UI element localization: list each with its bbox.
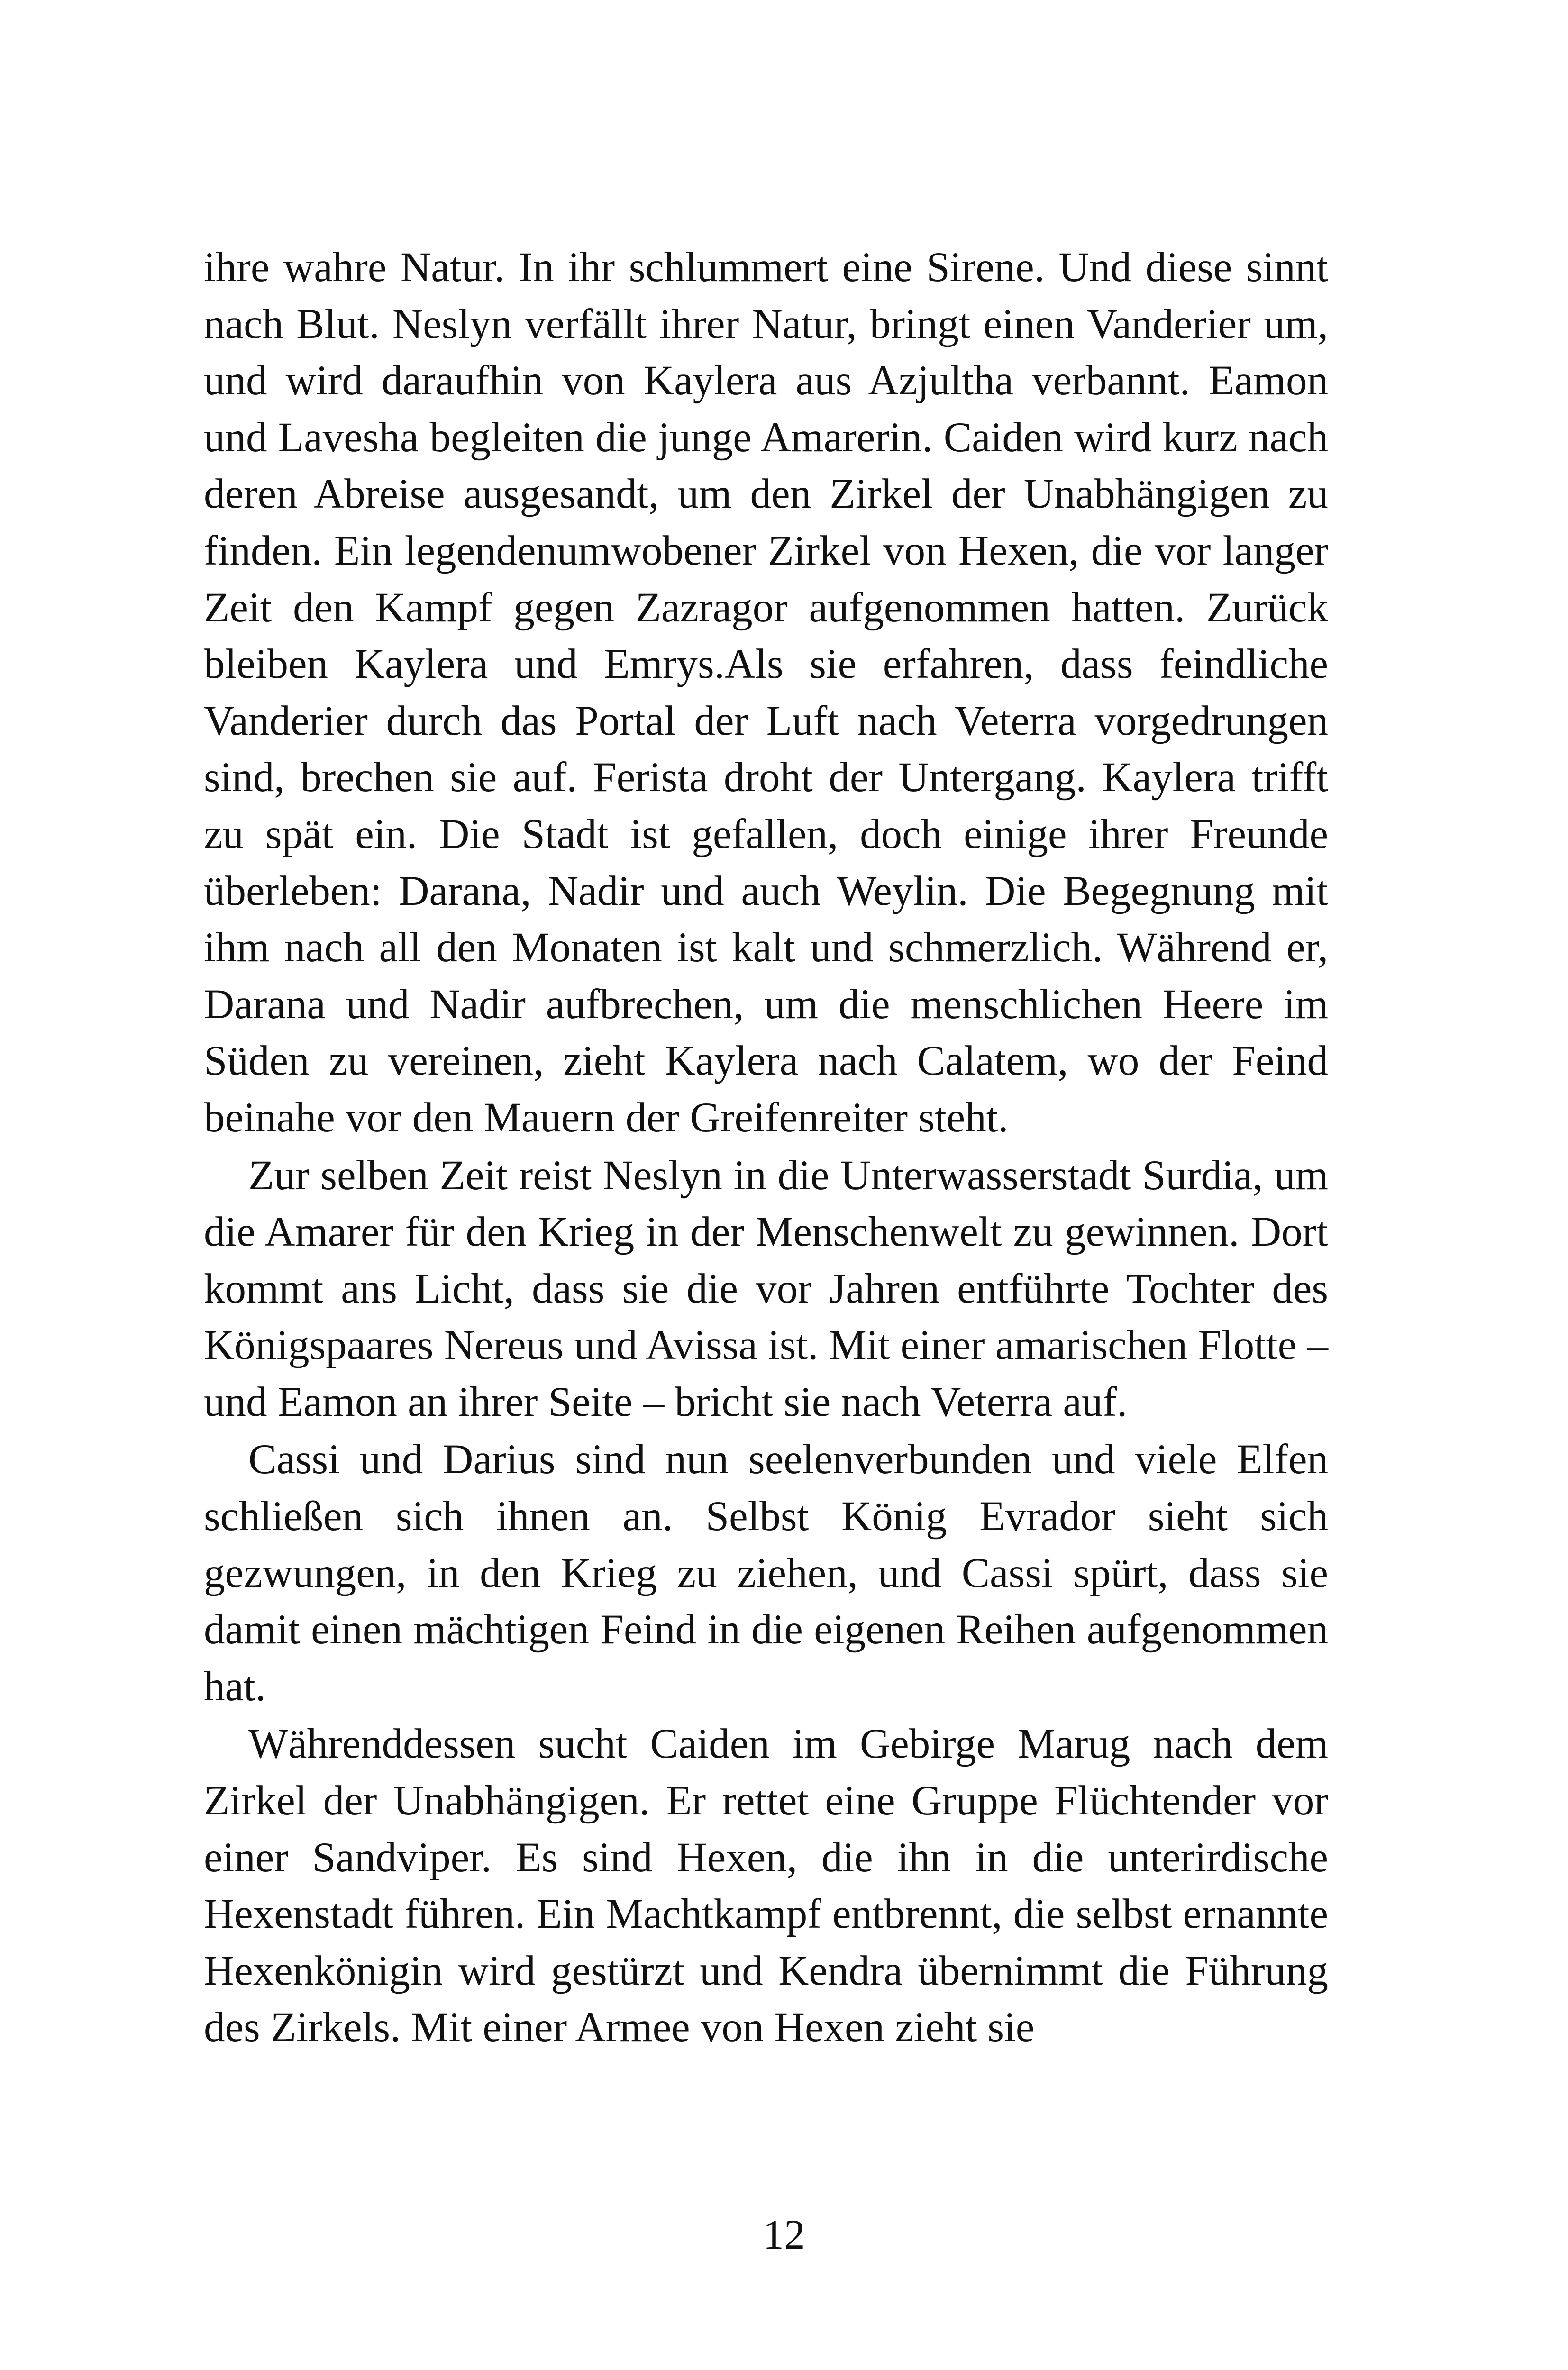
paragraph-4: Währenddessen sucht Caiden im Gebirge Marug nach dem Zirkel der Unabhängigen. Er rettet eine Gruppe Flüchtender vor einer Sandviper. Es sind Hexen, die ihn in die unterirdische Hexenstadt führen. Ein Machtkampf entbrennt, die selbst ernannte Hexenkönigin wird gestürzt und Kendra übernimmt die Führung des Zirkels. Mit einer Armee von Hexen zieht sie xyxy=(204,1721,1328,2051)
body-text xyxy=(204,239,1328,2056)
paragraph-3: Cassi und Darius sind nun seelenverbunden und viele Elfen schließen sich ihnen an. Selbst König Evrador sieht sich gezwungen, in den Krieg zu ziehen, und Cassi spürt, dass sie damit einen mächtigen Feind in die eigenen Reihen aufgenommen hat. xyxy=(204,1436,1328,1710)
paragraph-1: ihre wahre Natur. In ihr schlummert eine Sirene. Und diese sinnt nach Blut. Neslyn verfällt ihrer Natur, bringt einen Vanderier um, und wird daraufhin von Kaylera aus Azjultha verbannt. Eamon und Lavesha begleiten die junge Amarerin. Caiden wird kurz nach deren Abreise ausgesandt, um den Zirkel der Unabhängigen zu finden. Ein legendenumwobener Zirkel von Hexen, die vor langer Zeit den Kampf gegen Zazragor aufgenommen hatten. Zurück bleiben Kaylera und Emrys.Als sie erfahren, dass feindliche Vanderier durch das Portal der Luft nach Veterra vorgedrungen sind, brechen sie auf. Ferista droht der Untergang. Kaylera trifft zu spät ein. Die Stadt ist gefallen, doch einige ihrer Freunde überleben: Darana, Nadir und auch Weylin. Die Begegnung mit ihm nach all den Monaten ist kalt und schmerzlich. Während er, Darana und Nadir aufbrechen, um die menschlichen Heere im Süden zu vereinen, zieht Kaylera nach Calatem, wo der Feind beinahe vor den Mauern der Greifenreiter steht. xyxy=(204,244,1328,1141)
page-number: 12 xyxy=(763,2212,805,2258)
paragraph-2: Zur selben Zeit reist Neslyn in die Unterwasserstadt Surdia, um die Amarer für den Krieg in der Menschenwelt zu gewinnen. Dort kommt ans Licht, dass sie die vor Jahren entführte Tochter des Königspaares Nereus und Avissa ist. Mit einer amarischen Flotte – und Eamon an ihrer Seite – bricht sie nach Veterra auf. xyxy=(204,1152,1328,1425)
